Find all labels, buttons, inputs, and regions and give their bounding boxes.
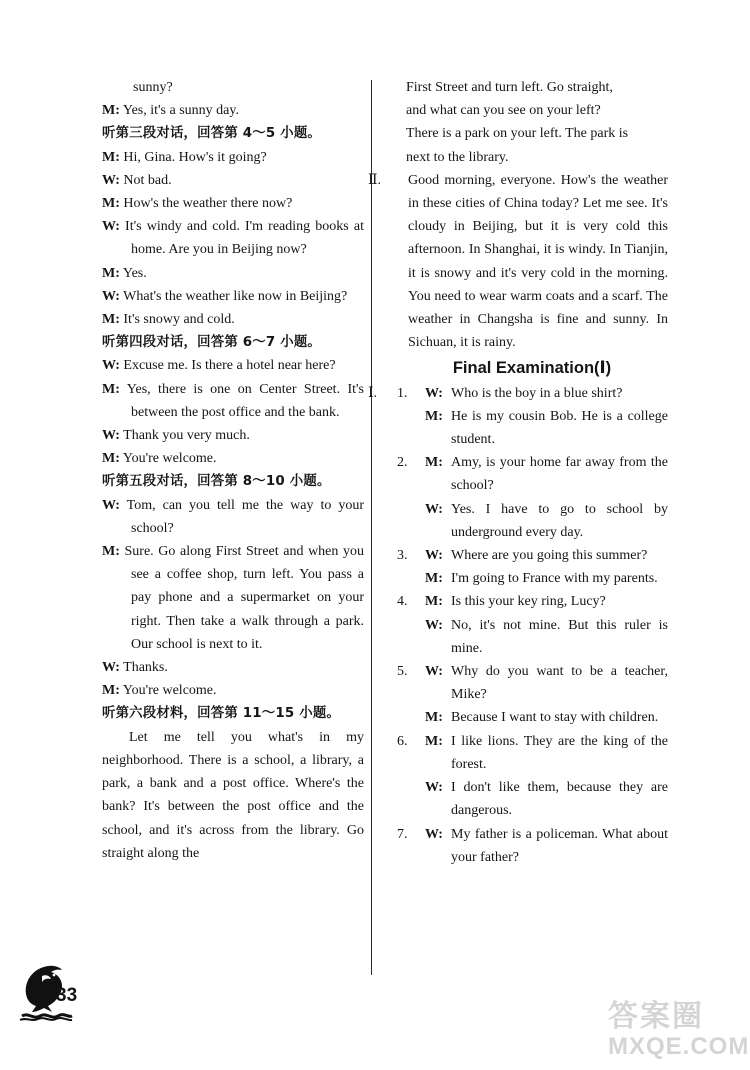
- dialog-line: [102, 378, 364, 424]
- speaker-label: M:: [425, 408, 443, 424]
- passage-line: There is a park on your left. The park is: [406, 126, 629, 142]
- final-exam-dialog-list: [368, 382, 668, 869]
- dialog-text: Sure. Go along First Street and when you see a coffee shop, turn left. You pass a pay phone and a supermarket on your right. Then take a walk through a park. Our school is next to it.: [124, 544, 364, 652]
- dialog-text: Where are you going this summer?: [451, 548, 648, 564]
- speaker-label: M:: [102, 312, 120, 328]
- question-number: 3.: [397, 548, 408, 564]
- speaker-label: M:: [102, 265, 120, 281]
- speaker-label: W:: [425, 385, 443, 401]
- dialog-text: Is this your key ring, Lucy?: [451, 594, 606, 610]
- dialog-text: I like lions. They are the king of the forest.: [451, 733, 668, 772]
- question-dialog-line: [368, 451, 668, 497]
- speaker-label: M:: [425, 710, 443, 726]
- dialog-line: [102, 262, 364, 285]
- watermark-line1: 答案圈: [608, 999, 704, 1034]
- dialog-continuation: sunny?: [133, 80, 173, 95]
- dialog-text: Who is the boy in a blue shirt?: [451, 385, 623, 401]
- speaker-label: M:: [102, 381, 120, 397]
- section-instruction: 听第五段对话，回答第 8～10 小题。: [102, 474, 331, 490]
- speaker-label: W:: [102, 660, 120, 676]
- dialog-text: You're welcome.: [122, 451, 217, 467]
- passage-line: First Street and turn left. Go straight,: [406, 80, 613, 95]
- page-number: 33: [56, 985, 78, 1006]
- speaker-label: M:: [102, 103, 120, 119]
- speaker-label: W:: [425, 664, 443, 680]
- speaker-label: M:: [425, 571, 443, 587]
- question-dialog-line: [368, 567, 668, 590]
- speaker-label: W:: [425, 501, 443, 517]
- dialog-text: Yes, there is one on Center Street. It's between the post office and the bank.: [126, 381, 364, 420]
- question-number: 7.: [397, 826, 408, 842]
- dialog-text: Excuse me. Is there a hotel near here?: [123, 358, 336, 374]
- dialog-line: [102, 424, 364, 447]
- speaker-label: W:: [102, 428, 120, 444]
- dialog-text: Thanks.: [123, 660, 168, 676]
- speaker-label: M:: [102, 149, 120, 165]
- dialog-text: Yes. I have to go to school by underground every day.: [451, 501, 668, 540]
- question-dialog-line: [368, 498, 668, 544]
- dialog-text: Thank you very much.: [123, 428, 250, 444]
- speaker-label: M:: [425, 594, 443, 610]
- final-exam-heading: Final Examination(Ⅰ): [452, 359, 612, 378]
- dialog-text: Why do you want to be a teacher, Mike?: [451, 664, 668, 703]
- question-number: 5.: [397, 664, 408, 680]
- question-dialog-line: [368, 614, 668, 660]
- speaker-label: M:: [102, 683, 120, 699]
- dialog-text: It's snowy and cold.: [123, 312, 235, 328]
- question-dialog-line: [368, 590, 668, 613]
- dialog-text: Amy, is your home far away from the school?: [451, 455, 668, 494]
- speaker-label: W:: [102, 497, 120, 513]
- dialog-text: I'm going to France with my parents.: [451, 571, 658, 587]
- section-numeral: Ⅱ.: [368, 172, 382, 188]
- section-instruction: 听第四段对话，回答第 6～7 小题。: [102, 335, 322, 351]
- dialog-line: [102, 447, 364, 470]
- question-number: 2.: [397, 455, 408, 471]
- question-dialog-line: [368, 730, 668, 776]
- speaker-label: W:: [425, 548, 443, 564]
- speaker-label: W:: [102, 358, 120, 374]
- dialog-text: Yes, it's a sunny day.: [122, 103, 239, 119]
- dialog-line: [102, 192, 364, 215]
- dialog-line: [102, 656, 364, 679]
- question-dialog-line: [368, 544, 668, 567]
- dialog-text: I don't like them, because they are dangerous.: [451, 780, 668, 819]
- question-dialog-line: [368, 382, 668, 405]
- right-column: [368, 76, 668, 869]
- question-dialog-line: [368, 823, 668, 869]
- dialog-line: [102, 146, 364, 169]
- dialog-line: [102, 285, 364, 308]
- speaker-label: M:: [425, 733, 443, 749]
- question-number: 4.: [397, 594, 408, 610]
- dialog-text: It's windy and cold. I'm reading books at home. Are you in Beijing now?: [125, 219, 365, 258]
- speaker-label: M:: [102, 451, 120, 467]
- dialog-line: [102, 494, 364, 540]
- question-dialog-line: [368, 706, 668, 729]
- listening-passage-continued: [368, 76, 668, 169]
- question-number: 6.: [397, 733, 408, 749]
- dialog-line: [102, 99, 364, 122]
- dialog-text: You're welcome.: [122, 683, 217, 699]
- section-2-text: Good morning, everyone. How's the weather in these cities of China today? Let me see. It's cloudy in Beijing, but it is very cold this afternoon. In Shanghai, it is windy. In Tianjin, it is snowy and it's very cold in the morning. You need to wear warm coats and a scarf. The weather in Changsha is fine and sunny. In Sichuan, it is rainy.: [408, 172, 668, 351]
- dialog-text: Hi, Gina. How's it going?: [123, 149, 267, 165]
- question-dialog-line: [368, 776, 668, 822]
- section-2-passage: [368, 169, 668, 355]
- speaker-label: W:: [425, 780, 443, 796]
- left-column: [102, 76, 364, 865]
- speaker-label: W:: [425, 617, 443, 633]
- dialog-line: [102, 308, 364, 331]
- speaker-label: M:: [102, 196, 120, 212]
- dialog-text: My father is a policeman. What about your father?: [451, 826, 668, 865]
- dialog-text: He is my cousin Bob. He is a college student.: [451, 408, 668, 448]
- dialog-text: No, it's not mine. But this ruler is mine.: [451, 617, 668, 656]
- speaker-label: W:: [102, 172, 120, 188]
- dialog-line: [102, 169, 364, 192]
- dialog-text: Because I want to stay with children.: [451, 710, 659, 726]
- dialog-line: [102, 679, 364, 702]
- dialog-line: [102, 354, 364, 377]
- speaker-label: W:: [425, 826, 443, 842]
- speaker-label: M:: [425, 455, 443, 471]
- watermark: [608, 999, 750, 1065]
- dialog-text: How's the weather there now?: [123, 196, 293, 212]
- passage-line: next to the library.: [406, 149, 509, 165]
- question-dialog-line: [368, 405, 668, 451]
- speaker-label: M:: [102, 544, 120, 560]
- listening-passage: Let me tell you what's in my neighborhood. There is a school, a library, a park, a bank and a post office. Where's the bank? It's between the post office and the school, and it's across from the library. Go straight along the: [102, 729, 364, 861]
- dialog-text: Tom, can you tell me the way to your school?: [126, 497, 364, 536]
- dialog-text: Not bad.: [123, 172, 172, 188]
- dialog-text: Yes.: [122, 265, 147, 281]
- dialog-line: [102, 540, 364, 656]
- dialog-text: What's the weather like now in Beijing?: [123, 288, 348, 304]
- section-instruction: 听第六段材料，回答第 11～15 小题。: [102, 706, 341, 722]
- dialog-line: [102, 215, 364, 261]
- section-instruction: 听第三段对话，回答第 4～5 小题。: [102, 126, 322, 142]
- passage-line: and what can you see on your left?: [406, 103, 601, 119]
- question-number: 1.: [397, 385, 408, 401]
- section-numeral: Ⅰ.: [368, 385, 378, 401]
- question-dialog-line: [368, 660, 668, 706]
- speaker-label: W:: [102, 288, 120, 304]
- speaker-label: W:: [102, 219, 120, 235]
- watermark-line2: MXQE.COM: [608, 1033, 750, 1060]
